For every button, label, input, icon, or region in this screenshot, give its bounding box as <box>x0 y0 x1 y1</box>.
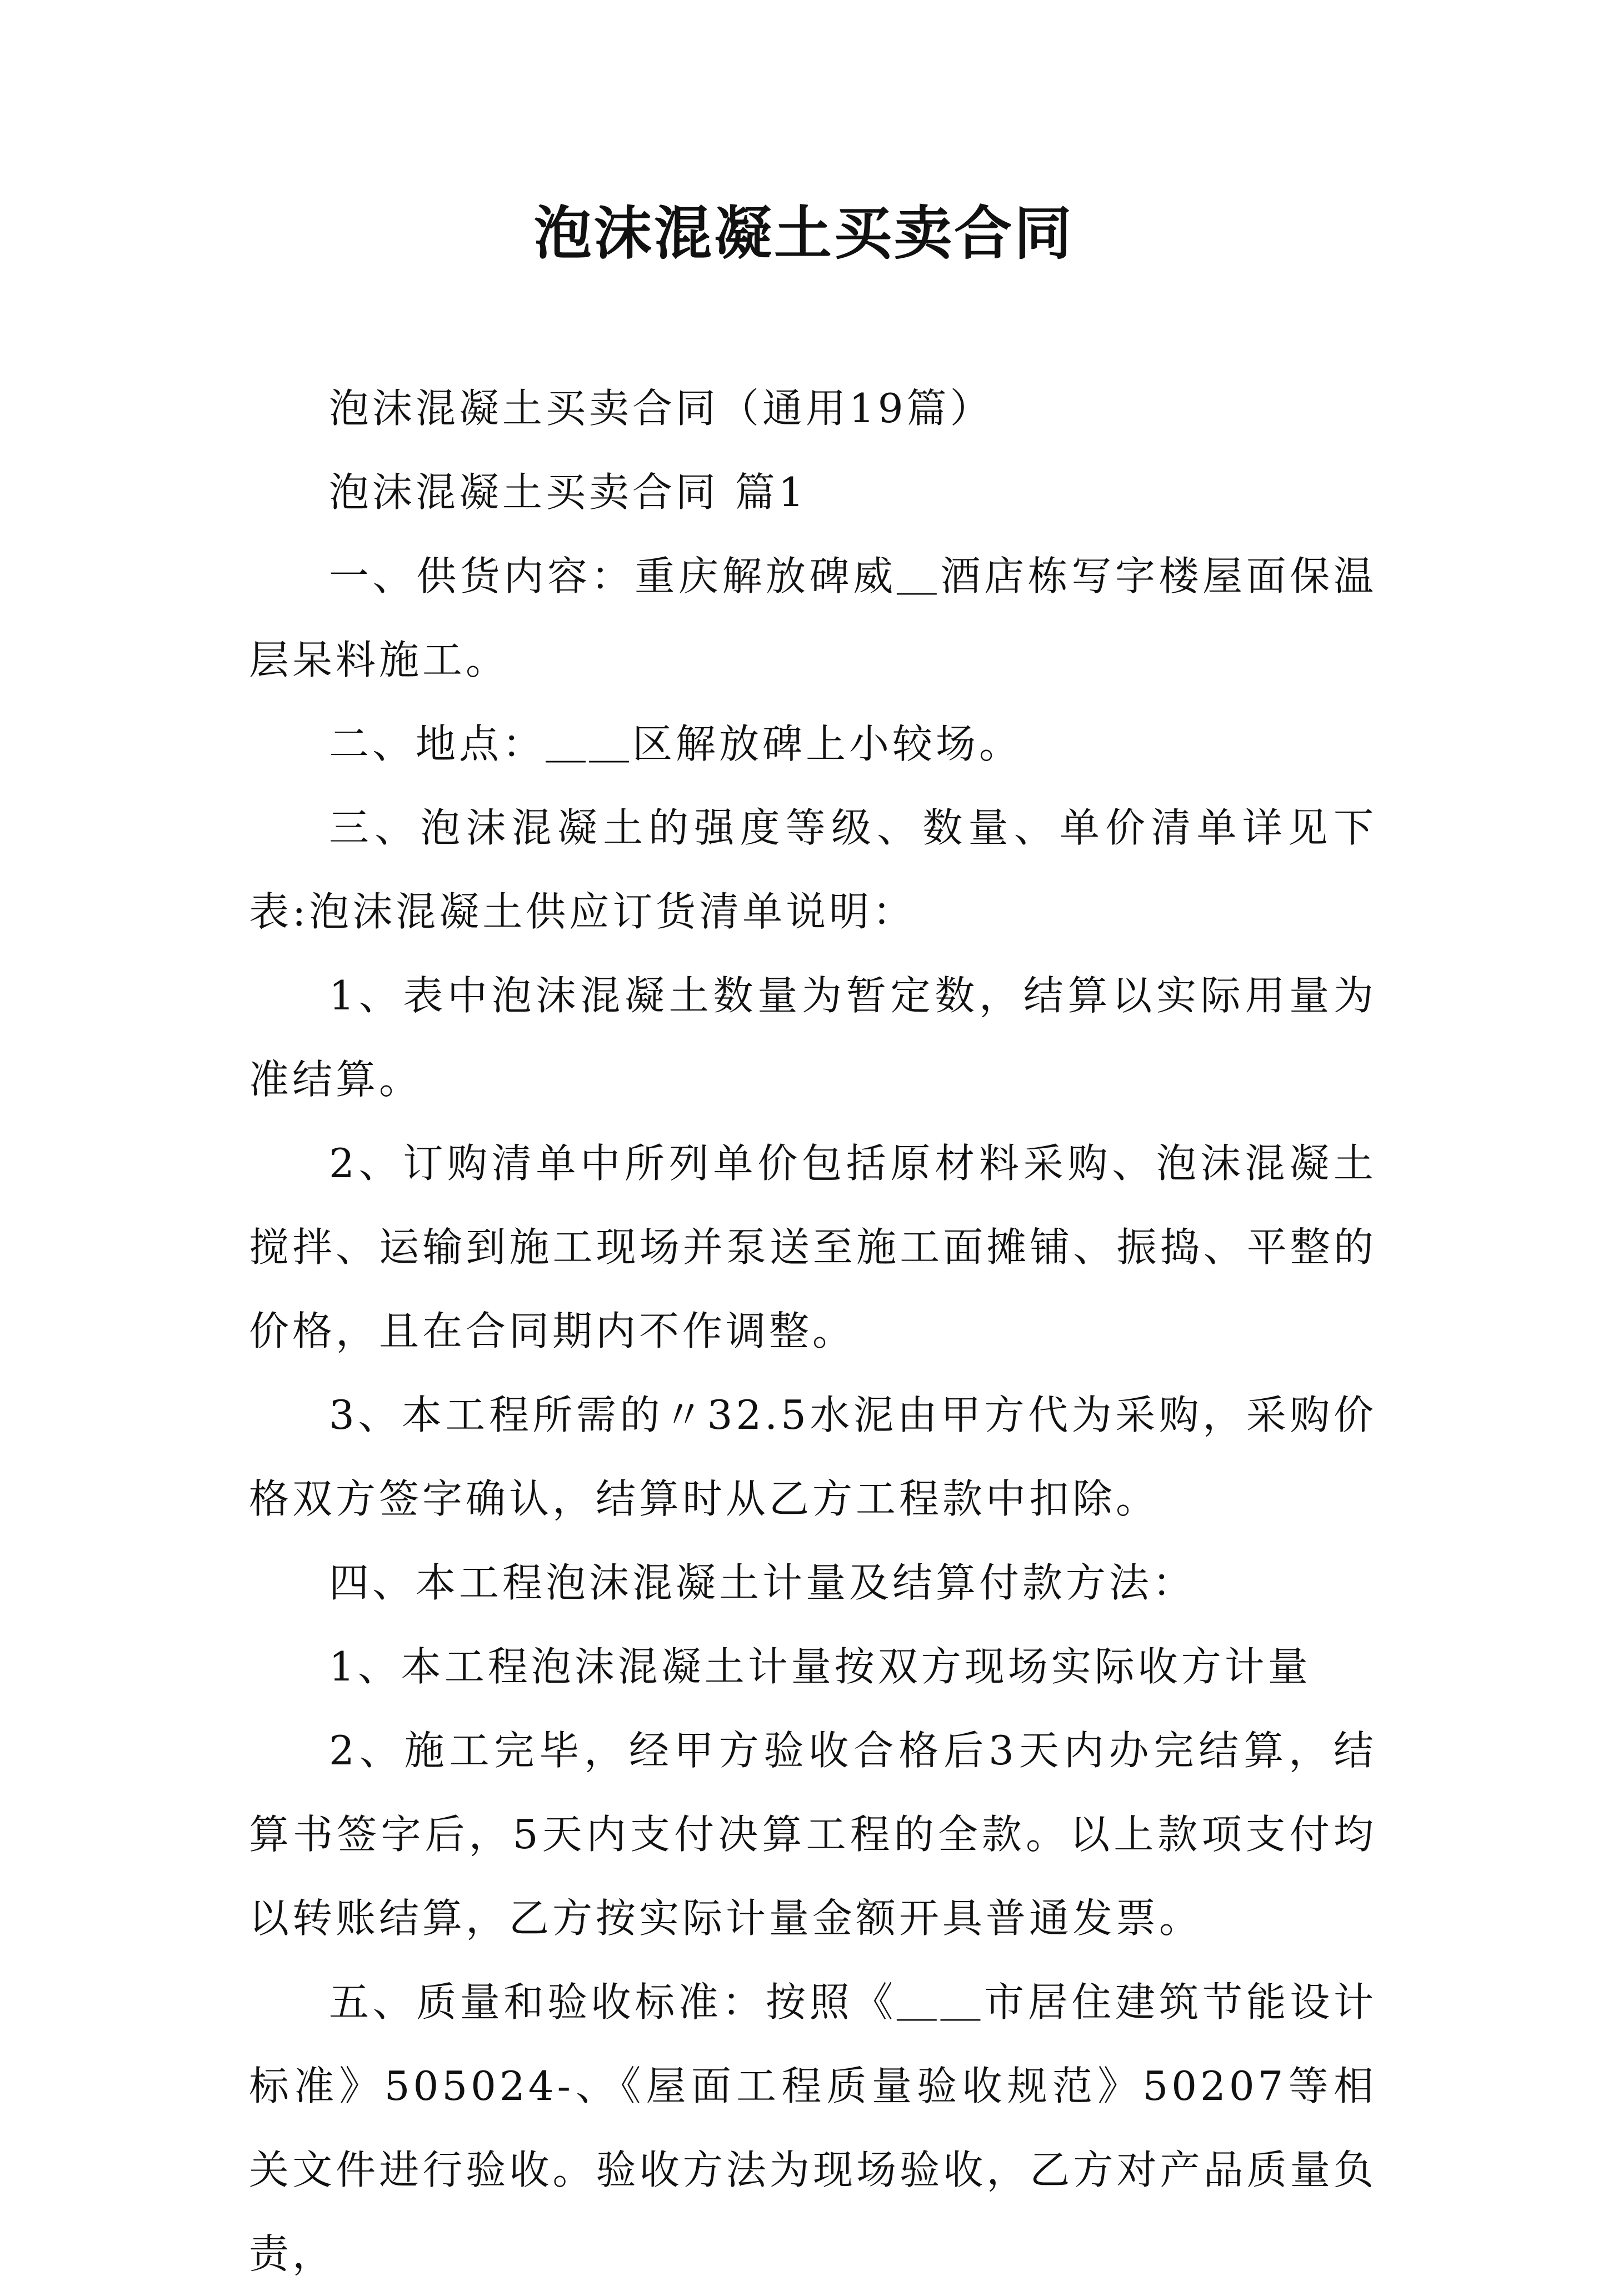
note-unit-price: 2、订购清单中所列单价包括原材料采购、泡沫混凝土搅拌、运输到施工现场并泵送至施工面摊铺、振捣、平整的价格，且在合同期内不作调整。 <box>249 1140 1377 1354</box>
doc-subtitle: 泡沫混凝土买卖合同（通用19篇） <box>329 385 993 432</box>
clause-price-list: 三、泡沫混凝土的强度等级、数量、单价清单详见下表:泡沫混凝土供应订货清单说明： <box>249 804 1377 935</box>
note-measurement: 1、本工程泡沫混凝土计量按双方现场实际收方计量 <box>329 1643 1311 1690</box>
document-title: 泡沫混凝土买卖合同 <box>533 199 1074 267</box>
clause-measurement-payment: 四、本工程泡沫混凝土计量及结算付款方法： <box>329 1559 1196 1606</box>
section-heading: 泡沫混凝土买卖合同 篇1 <box>329 469 807 516</box>
clause-location: 二、地点：＿＿区解放碑上小较场。 <box>329 721 1023 767</box>
note-cement: 3、本工程所需的〃32.5水泥由甲方代为采购，采购价格双方签字确认，结算时从乙方工程款中扣除。 <box>249 1392 1377 1522</box>
clause-quality-acceptance: 五、质量和验收标准：按照《＿＿市居住建筑节能设计标准》505024-、《屋面工程质量验收规范》50207等相关文件进行验收。验收方法为现场验收，乙方对产品质量负责， <box>249 1979 1377 2277</box>
note-quantity: 1、表中泡沫混凝土数量为暂定数，结算以实际用量为准结算。 <box>249 972 1377 1103</box>
note-settlement: 2、施工完毕，经甲方验收合格后3天内办完结算，结算书签字后，5天内支付决算工程的全款。以上款项支付均以转账结算，乙方按实际计量金额开具普通发票。 <box>249 1727 1377 1942</box>
clause-supply-content: 一、供货内容：重庆解放碑威＿酒店栋写字楼屋面保温层呆料施工。 <box>249 553 1377 683</box>
document-body <box>249 367 1377 2296</box>
